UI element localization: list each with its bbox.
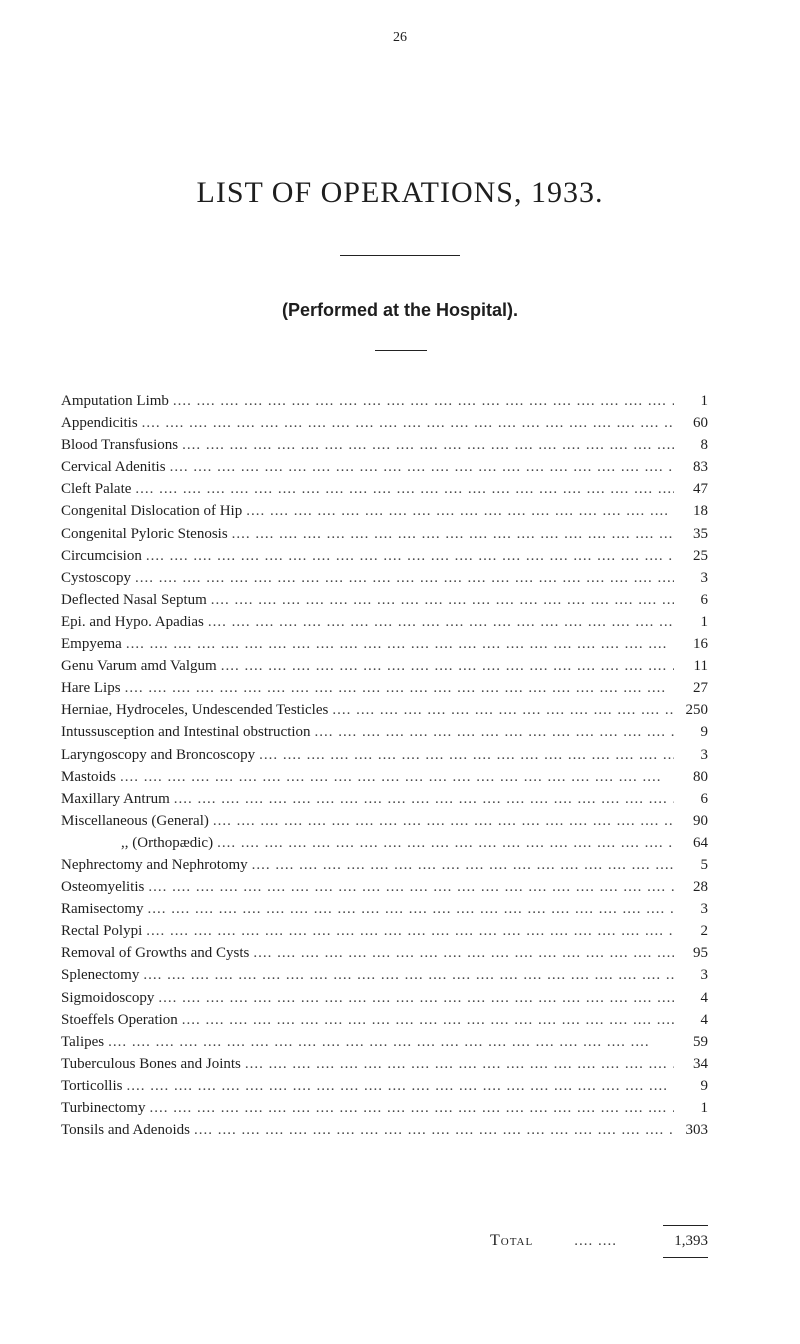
operation-count: 47	[693, 481, 708, 498]
list-item	[61, 964, 708, 986]
operation-count: 60	[693, 415, 708, 432]
dot-leader	[315, 721, 674, 743]
list-item	[61, 987, 708, 1009]
total-rule	[663, 1257, 708, 1258]
operation-count: 35	[693, 525, 708, 542]
dot-leader	[135, 567, 674, 589]
operation-count: 4	[700, 989, 708, 1006]
dot-leader	[146, 920, 674, 942]
dot-leader	[174, 788, 674, 810]
dot-leader	[142, 412, 674, 434]
dot-leader	[149, 1097, 674, 1119]
list-item	[61, 412, 708, 434]
divider-rule	[340, 255, 460, 256]
dot-leader	[126, 633, 674, 655]
list-item	[61, 744, 708, 766]
operation-count: 3	[700, 746, 708, 763]
list-item	[61, 567, 708, 589]
operation-name: Laryngoscopy and Broncoscopy	[61, 746, 256, 763]
list-item	[61, 456, 708, 478]
operation-count: 6	[700, 790, 708, 807]
operation-count: 3	[700, 901, 708, 918]
dot-leader	[245, 1053, 674, 1075]
total-row	[490, 1228, 708, 1254]
operation-count: 3	[700, 967, 708, 984]
operation-count: 25	[693, 547, 708, 564]
list-item	[61, 920, 708, 942]
operation-count: 1	[700, 393, 708, 409]
page-subtitle: (Performed at the Hospital).	[281, 300, 519, 320]
operation-name: Tuberculous Bones and Joints	[61, 1055, 241, 1072]
list-item	[61, 832, 708, 854]
dot-leader	[173, 390, 674, 412]
operation-count: 18	[693, 503, 708, 520]
list-item	[61, 1009, 708, 1031]
list-item	[61, 677, 708, 699]
operation-name: Amputation Limb	[61, 393, 169, 409]
list-item	[61, 589, 708, 611]
operation-name: Intussusception and Intestinal obstruction	[61, 724, 311, 741]
page-title: LIST OF OPERATIONS, 1933.	[196, 176, 604, 209]
operation-count: 59	[693, 1033, 708, 1050]
operation-name: Cervical Adenitis	[61, 459, 166, 476]
operation-count: 90	[693, 812, 708, 829]
operation-name: Cystoscopy	[61, 569, 132, 586]
operation-name: Nephrectomy and Nephrotomy	[61, 856, 248, 873]
list-item	[61, 390, 708, 412]
operation-name: Sigmoidoscopy	[61, 989, 155, 1006]
list-item	[61, 523, 708, 545]
operation-name: Turbinectomy	[61, 1100, 146, 1116]
dot-leader	[120, 766, 674, 788]
dot-leader	[143, 964, 674, 986]
operation-name: Ramisectomy	[61, 901, 144, 918]
dot-leader	[211, 589, 674, 611]
dot-leader	[126, 1075, 674, 1097]
operation-count: 9	[700, 724, 708, 741]
list-item	[61, 766, 708, 788]
operation-count: 83	[693, 459, 708, 476]
dot-leader	[232, 523, 674, 545]
total-label: Total	[490, 1232, 534, 1249]
list-item	[61, 1097, 708, 1119]
list-item	[61, 1031, 708, 1053]
dot-leader	[213, 810, 674, 832]
dot-leader	[253, 942, 674, 964]
operation-name: Osteomyelitis	[61, 879, 145, 896]
total-value: 1,393	[674, 1233, 708, 1249]
dot-leader	[259, 744, 674, 766]
dot-leader	[148, 898, 675, 920]
operation-count: 27	[693, 680, 708, 697]
operation-count: 303	[685, 1122, 708, 1139]
list-item	[61, 1053, 708, 1075]
list-item	[61, 478, 708, 500]
dot-leader	[217, 832, 674, 854]
page-number: 26	[393, 30, 407, 45]
list-item	[61, 545, 708, 567]
operation-count: 64	[693, 834, 708, 851]
list-item	[61, 942, 708, 964]
operation-count: 250	[685, 702, 708, 719]
operation-count: 80	[693, 768, 708, 785]
dot-leader	[108, 1031, 674, 1053]
list-item	[61, 898, 708, 920]
operation-name: Hare Lips	[61, 680, 121, 697]
list-item	[61, 810, 708, 832]
operation-name: Herniae, Hydroceles, Undescended Testicles	[61, 702, 329, 719]
list-item	[61, 699, 708, 721]
list-item	[61, 655, 708, 677]
operation-name: Splenectomy	[61, 967, 140, 984]
operation-name: Circumcision	[61, 547, 142, 564]
list-item	[61, 1119, 708, 1141]
operation-count: 28	[693, 879, 708, 896]
list-item	[61, 721, 708, 743]
operation-name: Talipes	[61, 1033, 105, 1050]
operation-name: Mastoids	[61, 768, 117, 785]
operation-count: 3	[700, 569, 708, 586]
operation-name: ,, (Orthopædic)	[121, 834, 214, 851]
list-item	[61, 633, 708, 655]
operation-count: 2	[700, 923, 708, 940]
dot-leader	[182, 434, 674, 456]
dot-leader	[182, 1009, 674, 1031]
operation-name: Congenital Dislocation of Hip	[61, 503, 243, 520]
list-item	[61, 611, 708, 633]
dot-leader	[148, 876, 674, 898]
operation-name: Blood Transfusions	[61, 437, 179, 454]
operation-name: Torticollis	[61, 1077, 123, 1094]
dot-leader	[194, 1119, 674, 1141]
operation-count: 1	[700, 613, 708, 630]
operation-count: 34	[693, 1055, 708, 1072]
operation-count: 9	[700, 1077, 708, 1094]
operation-count: 11	[693, 658, 708, 675]
list-item	[61, 1075, 708, 1097]
list-item	[61, 876, 708, 898]
list-item	[61, 854, 708, 876]
list-item	[61, 434, 708, 456]
divider-rule	[375, 350, 427, 351]
total-rule	[663, 1225, 708, 1226]
operation-name: Rectal Polypi	[61, 923, 143, 940]
dot-leader	[221, 655, 674, 677]
dot-leader	[246, 500, 674, 522]
operation-name: Tonsils and Adenoids	[61, 1122, 190, 1139]
list-item	[61, 788, 708, 810]
operation-count: 6	[700, 591, 708, 608]
operation-count: 95	[693, 945, 708, 962]
dot-leader	[125, 677, 674, 699]
operation-count: 4	[700, 1011, 708, 1028]
dot-leader	[135, 478, 674, 500]
operation-name: Cleft Palate	[61, 481, 132, 498]
list-item	[61, 500, 708, 522]
operation-name: Appendicitis	[61, 415, 138, 432]
operation-count: 8	[700, 437, 708, 454]
operation-count: 1	[700, 1100, 708, 1116]
dot-leader	[208, 611, 674, 633]
operations-list	[61, 390, 708, 1141]
dot-leader	[332, 699, 674, 721]
total-dot-leader: .... ....	[574, 1233, 617, 1249]
operation-name: Epi. and Hypo. Apadias	[61, 613, 204, 630]
operation-name: Maxillary Antrum	[61, 790, 170, 807]
dot-leader	[170, 456, 674, 478]
operation-name: Genu Varum amd Valgum	[61, 658, 217, 675]
operation-name: Deflected Nasal Septum	[61, 591, 207, 608]
operation-name: Removal of Growths and Cysts	[61, 945, 250, 962]
operation-name: Empyema	[61, 636, 122, 653]
operation-name: Stoeffels Operation	[61, 1011, 178, 1028]
operation-name: Congenital Pyloric Stenosis	[61, 525, 228, 542]
operation-name: Miscellaneous (General)	[61, 812, 209, 829]
operation-count: 5	[700, 856, 708, 873]
dot-leader	[158, 987, 674, 1009]
dot-leader	[146, 545, 674, 567]
operation-count: 16	[693, 636, 708, 653]
dot-leader	[252, 854, 674, 876]
